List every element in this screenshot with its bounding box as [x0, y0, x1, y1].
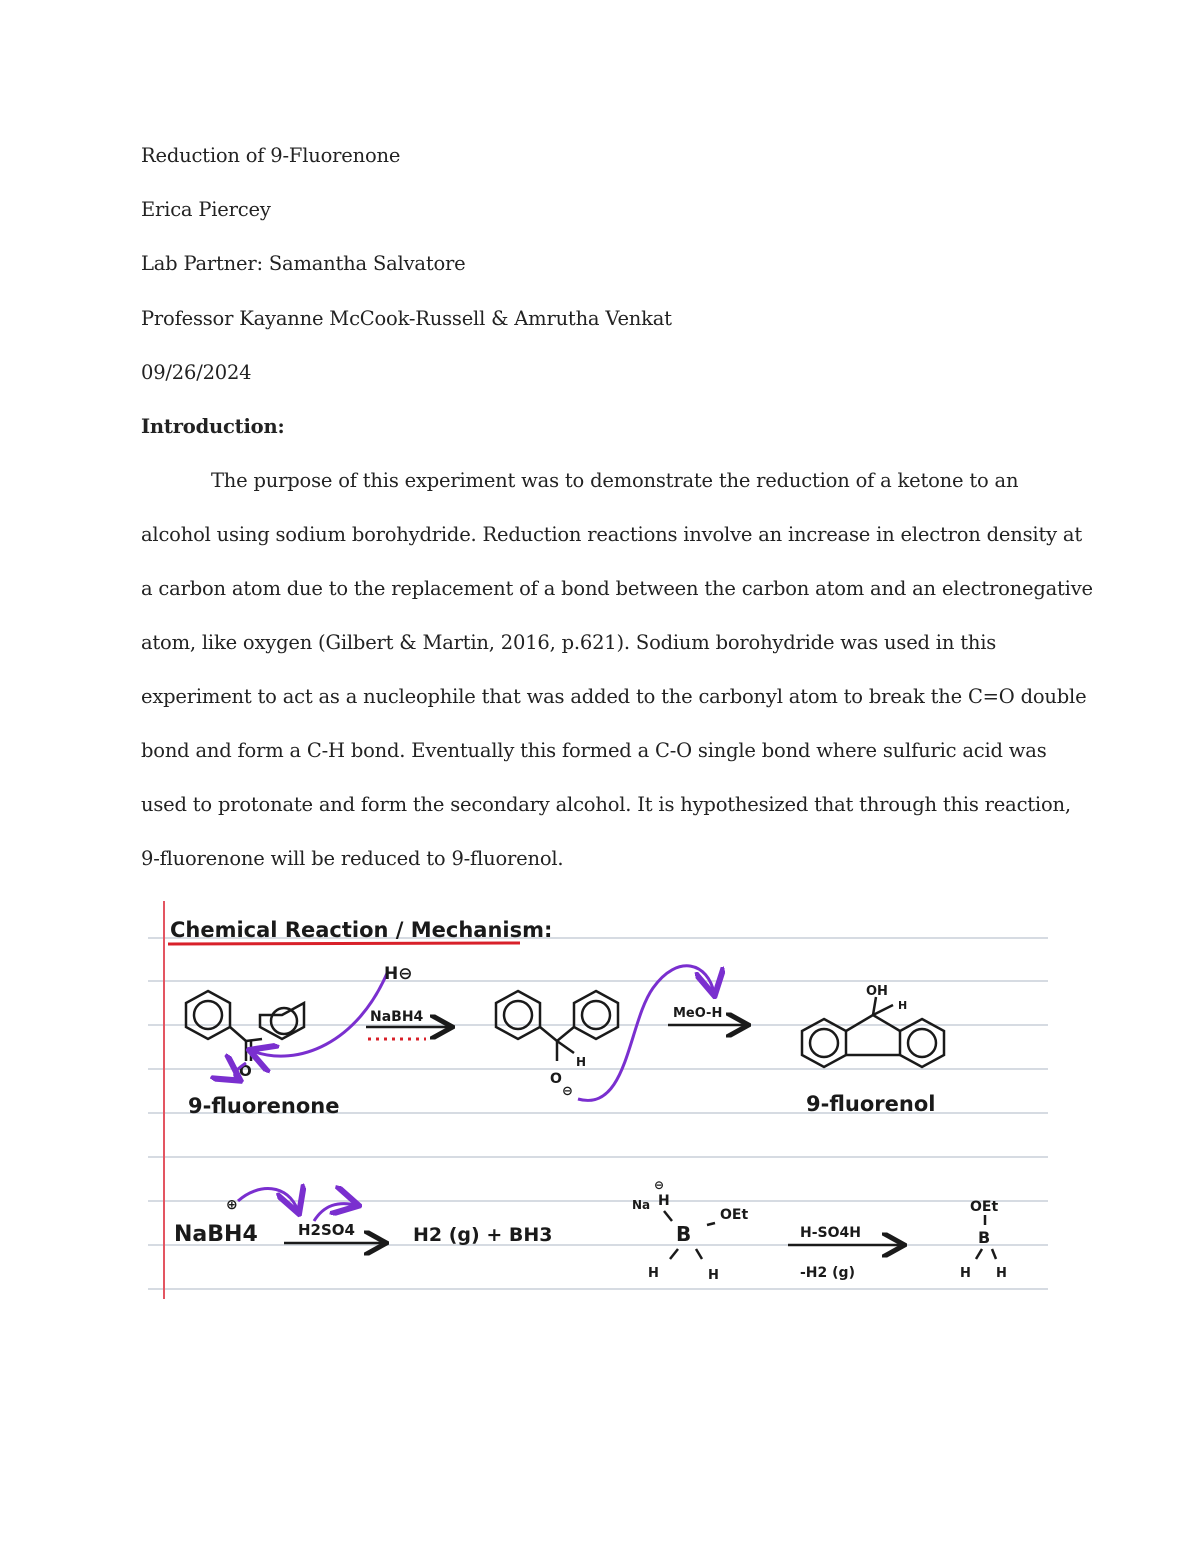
intro-line: alcohol using sodium borohydride. Reduction reactions involve an increase in electron density at [141, 523, 1082, 546]
reaction-mechanism-figure [148, 893, 1058, 1305]
row2-nabh4: NaBH4 [174, 1222, 258, 1247]
fluorenol-h: H [898, 999, 908, 1012]
borane-hydride: H [658, 1193, 670, 1209]
intro-line: The purpose of this experiment was to demonstrate the reduction of a ketone to an [211, 469, 1019, 492]
intro-line: used to protonate and form the secondary alcohol. It is hypothesized that through this reaction, [141, 793, 1071, 816]
row2-sulfuric-acid: H2SO4 [298, 1221, 355, 1239]
date: 09/26/2024 [141, 361, 252, 384]
author-name: Erica Piercey [141, 198, 271, 221]
borane-charge: ⊖ [654, 1178, 665, 1192]
borate-h-left: H [960, 1266, 971, 1281]
reactant-label: 9-fluorenone [188, 1094, 340, 1118]
intro-heading: Introduction: [141, 415, 285, 438]
borate-oet: OEt [970, 1199, 999, 1215]
doc-title: Reduction of 9-Fluorenone [141, 144, 401, 167]
hydride-reagent: H⊖ [384, 964, 413, 984]
borane-sodium: Na [632, 1198, 651, 1212]
intro-line: bond and form a C-H bond. Eventually this formed a C-O single bond where sulfuric acid was [141, 739, 1047, 762]
row2-curved-arrow-2 [314, 1204, 356, 1221]
figure-title: Chemical Reaction / Mechanism: [170, 918, 553, 942]
carbonyl-oxygen: O [239, 1062, 252, 1080]
lab-partner: Lab Partner: Samantha Salvatore [141, 252, 466, 275]
alkoxide-charge: ⊖ [562, 1084, 573, 1099]
product-label: 9-fluorenol [806, 1092, 936, 1116]
row2-curved-arrow-1 [238, 1189, 298, 1211]
hydroxyl-group: OH [866, 984, 888, 999]
nabh4-reagent: NaBH4 [370, 1009, 424, 1025]
methanol-reagent: MeO-H [673, 1006, 723, 1021]
intro-line: atom, like oxygen (Gilbert & Martin, 2016, p.621). Sodium borohydride was used in this [141, 631, 997, 654]
alkoxide-intermediate [496, 991, 618, 1061]
mechanism-drawing [148, 893, 1058, 1305]
intro-line: a carbon atom due to the replacement of a bond between the carbon atom and an electronegative [141, 577, 1093, 600]
row2-acid-reagent: H-SO4H [800, 1225, 861, 1241]
row2-products: H2 (g) + BH3 [413, 1224, 553, 1246]
protonation-arrow [578, 966, 714, 1101]
borane-oet: OEt [720, 1207, 749, 1223]
borane-h-right: H [708, 1268, 719, 1283]
alkoxide-oxygen: O [550, 1071, 562, 1087]
professor-names: Professor Kayanne McCook-Russell & Amrutha Venkat [141, 307, 672, 330]
row2-hydrogen-loss: -H2 (g) [800, 1265, 855, 1281]
borane-atom: B [676, 1222, 692, 1246]
fluorenol-structure [802, 997, 944, 1067]
intermediate-h: H [576, 1055, 587, 1069]
borate-h-right: H [996, 1266, 1007, 1281]
borate-bonds [976, 1249, 996, 1259]
intro-line: experiment to act as a nucleophile that was added to the carbonyl atom to break the C=O double [141, 685, 1087, 708]
borane-h-left: H [648, 1266, 659, 1281]
title-underline [168, 943, 520, 944]
intro-line: 9-fluorenone will be reduced to 9-fluorenol. [141, 847, 564, 870]
sodium-charge: ⊕ [226, 1197, 238, 1213]
borate-atom: B [978, 1228, 991, 1247]
